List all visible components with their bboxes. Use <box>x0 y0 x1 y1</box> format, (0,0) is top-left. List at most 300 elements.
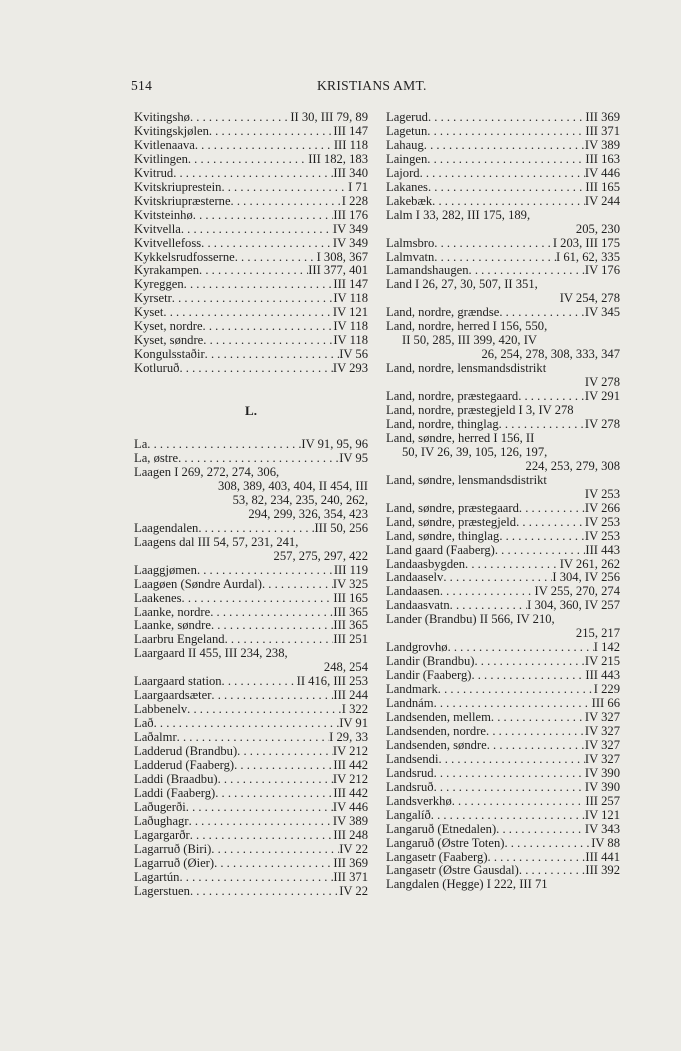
dot-leader <box>434 781 585 795</box>
entry-term: Kyset, nordre <box>134 320 203 334</box>
index-entry <box>134 195 368 209</box>
entry-term: Laingen <box>386 152 428 166</box>
index-entry <box>134 843 368 857</box>
dot-leader <box>486 725 585 739</box>
index-entry <box>386 725 620 739</box>
entry-term: Laðalmr <box>134 731 177 745</box>
index-entry <box>386 432 620 474</box>
entry-term: Land, søndre, thinglag <box>386 529 500 543</box>
dot-leader <box>211 689 333 703</box>
index-entry <box>386 209 620 237</box>
index-entry <box>134 606 368 620</box>
dot-leader <box>516 516 585 530</box>
dot-leader <box>428 181 585 195</box>
entry-continuation: 215, 217 <box>575 627 620 641</box>
entry-reference: III 182, 183 <box>308 152 368 166</box>
entry-term: Lað <box>134 717 154 731</box>
entry-reference: IV 327 <box>584 738 620 752</box>
entry-term: Kotluruð <box>134 362 180 376</box>
dot-leader <box>443 571 552 585</box>
entry-term: Landsverkhø <box>386 794 452 808</box>
dot-leader <box>163 306 333 320</box>
entry-reference: II 30, III 79, 89 <box>290 111 368 124</box>
dot-leader <box>434 251 556 265</box>
entry-term: La <box>134 438 148 452</box>
entry-term: Lalmsbro <box>386 236 435 250</box>
index-entry <box>386 711 620 725</box>
page-header <box>131 78 565 98</box>
entry-reference: III 377, 401 <box>308 264 368 278</box>
entry-reference: I 142 <box>593 641 620 655</box>
index-entry <box>386 264 620 278</box>
entry-term: Laargaard station <box>134 675 222 689</box>
entry-reference: IV 327 <box>584 724 620 738</box>
entry-reference: III 165 <box>333 591 368 605</box>
entry-reference: IV 118 <box>333 334 368 348</box>
dot-leader <box>193 209 334 223</box>
entry-term: Kvitskriuprestein <box>134 180 222 194</box>
index-entry <box>134 167 368 181</box>
dot-leader <box>205 348 340 362</box>
entry-term: Laddi (Braadbu) <box>134 772 218 786</box>
entry-term: Langaruð (Etnedalen) <box>386 822 497 836</box>
entry-term: Langdalen (Hegge) I 222, III 71 <box>386 878 548 892</box>
dot-leader <box>209 125 334 139</box>
index-entry <box>386 558 620 572</box>
entry-reference: IV 390 <box>584 780 620 794</box>
entry-term: Landsenden, mellem <box>386 710 491 724</box>
entry-term: Kvitingskjølen <box>134 124 209 138</box>
dot-leader <box>519 502 585 516</box>
dot-leader <box>147 438 301 452</box>
entry-reference: III 340 <box>333 166 368 180</box>
dot-leader <box>178 452 339 466</box>
dot-leader <box>519 864 585 878</box>
entry-term: Landaasen <box>386 585 440 599</box>
dot-leader <box>448 641 594 655</box>
dot-leader <box>211 619 333 633</box>
entry-term: Lalm I 33, 282, III 175, 189, <box>386 208 531 222</box>
index-entry <box>386 502 620 516</box>
entry-term: Kvitskriupræsterne <box>134 194 231 208</box>
entry-term: Laagøen (Søndre Aurdal) <box>134 577 262 591</box>
dot-leader <box>154 717 340 731</box>
entry-term: Laagendalen <box>134 521 199 535</box>
index-entry <box>386 739 620 753</box>
index-entry <box>134 278 368 292</box>
entry-term: Lagarruð (Biri) <box>134 842 212 856</box>
entry-continuation: IV 253 <box>584 487 620 501</box>
entry-term: Land, nordre, grændse <box>386 306 500 320</box>
dot-leader <box>231 195 342 209</box>
index-entry <box>134 125 368 139</box>
index-entry <box>134 815 368 829</box>
entry-reference: III 441 <box>585 850 620 864</box>
entry-term: Kyrsetr <box>134 292 172 306</box>
dot-leader <box>465 558 560 572</box>
dot-leader <box>518 390 585 404</box>
dot-leader <box>186 801 333 815</box>
index-entry <box>386 530 620 544</box>
index-entry <box>134 237 368 251</box>
entry-term: Landaasbygden <box>386 557 466 571</box>
index-entry <box>134 564 368 578</box>
dot-leader <box>203 320 334 334</box>
entry-reference: IV 176 <box>584 264 620 278</box>
entry-reference: IV 389 <box>332 814 368 828</box>
index-entry <box>386 878 620 892</box>
section-heading: L. <box>245 403 257 419</box>
index-entry <box>134 717 368 731</box>
index-column-left <box>134 111 368 899</box>
dot-leader <box>488 851 586 865</box>
index-entry <box>386 167 620 181</box>
index-entry <box>134 264 368 278</box>
dot-leader <box>499 306 585 320</box>
entry-term: Lagargarðr <box>134 828 190 842</box>
index-list-l-continued <box>386 111 620 892</box>
index-entry <box>134 139 368 153</box>
entry-continuation: 224, 253, 279, 308 <box>525 459 620 473</box>
entry-term: Landsendi <box>386 752 439 766</box>
index-entry <box>134 703 368 717</box>
entry-reference: I 203, III 175 <box>552 236 620 250</box>
entry-term: Lagartún <box>134 870 180 884</box>
dot-leader <box>434 767 585 781</box>
dot-leader <box>440 585 535 599</box>
entry-term: Landsenden, søndre <box>386 738 487 752</box>
index-entry <box>386 306 620 320</box>
index-entry <box>386 571 620 585</box>
entry-term: Kvitvella <box>134 222 181 236</box>
index-entry <box>134 871 368 885</box>
entry-continuation: 205, 230 <box>575 222 620 236</box>
dot-leader <box>452 795 586 809</box>
entry-reference: IV 91 <box>339 717 368 731</box>
index-entry <box>386 111 620 125</box>
entry-reference: III 165 <box>585 180 620 194</box>
index-entry <box>134 452 368 466</box>
entry-term: Langalíð <box>386 808 431 822</box>
dot-leader <box>424 139 585 153</box>
index-entry <box>386 362 620 390</box>
entry-term: Landgrovhø <box>386 641 448 655</box>
entry-reference: IV 118 <box>333 292 368 306</box>
entry-term: Laarbru Engeland <box>134 633 225 647</box>
entry-reference: I 308, 367 <box>316 250 368 264</box>
dot-leader <box>190 829 334 843</box>
entry-term: Kvitlingen <box>134 152 188 166</box>
entry-continuation: 257, 275, 297, 422 <box>273 549 368 563</box>
entry-reference: III 257 <box>585 794 620 808</box>
dot-leader <box>179 871 333 885</box>
entry-reference: I 304, IV 256 <box>552 571 620 585</box>
entry-term: Kvitrud <box>134 166 174 180</box>
entry-term: Lalmvatn <box>386 250 435 264</box>
index-entry <box>386 697 620 711</box>
running-title: KRISTIANS AMT. <box>317 78 427 93</box>
index-entry <box>386 767 620 781</box>
entry-term: Landsenden, nordre <box>386 724 487 738</box>
dot-leader <box>210 606 333 620</box>
index-entry <box>134 181 368 195</box>
entry-reference: IV 349 <box>332 222 368 236</box>
entry-reference: IV 88 <box>591 836 620 850</box>
entry-reference: III 251 <box>333 633 368 647</box>
index-entry <box>386 669 620 683</box>
entry-reference: III 371 <box>333 870 368 884</box>
dot-leader <box>235 251 317 265</box>
entry-reference: III 50, 256 <box>314 521 368 535</box>
entry-term: Landnám <box>386 697 434 711</box>
entry-term: Landaasvatn <box>386 599 450 613</box>
index-entry <box>134 522 368 536</box>
entry-reference: IV 266 <box>584 501 620 515</box>
dot-leader <box>222 675 297 689</box>
dot-leader <box>491 711 585 725</box>
dot-leader <box>187 703 342 717</box>
index-entry <box>134 292 368 306</box>
index-entry <box>134 885 368 899</box>
entry-term: Kvitingshø <box>134 111 190 124</box>
dot-leader <box>197 564 334 578</box>
dot-leader <box>190 885 339 899</box>
index-entry <box>134 787 368 801</box>
index-entry <box>386 641 620 655</box>
entry-reference: III 244 <box>333 689 368 703</box>
entry-reference: II 416, III 253 <box>296 675 368 689</box>
index-list-k <box>134 111 368 376</box>
entry-reference: III 442 <box>333 786 368 800</box>
dot-leader <box>221 181 348 195</box>
entry-term: Land, søndre, præstegaard <box>386 501 519 515</box>
index-entry <box>134 759 368 773</box>
dot-leader <box>450 599 528 613</box>
entry-reference: III 248 <box>333 828 368 842</box>
entry-term: Lakebæk <box>386 194 433 208</box>
dot-leader <box>188 153 308 167</box>
entry-reference: I 71 <box>348 180 368 194</box>
index-entry <box>134 223 368 237</box>
entry-reference: III 66 <box>591 697 620 711</box>
entry-reference: IV 253 <box>584 529 620 543</box>
entry-continuation: II 50, 285, III 399, 420, IV <box>402 334 538 348</box>
entry-reference: III 147 <box>333 124 368 138</box>
entry-term: Land, søndre, præstegjeld <box>386 515 517 529</box>
entry-reference: IV 343 <box>584 822 620 836</box>
entry-term: Laargaardsæter <box>134 689 212 703</box>
index-entry <box>134 745 368 759</box>
entry-reference: I 229 <box>593 683 620 697</box>
dot-leader <box>203 334 333 348</box>
entry-term: Kyrakampen <box>134 264 200 278</box>
index-entry <box>386 181 620 195</box>
dot-leader <box>199 264 308 278</box>
entry-reference: IV 293 <box>332 362 368 376</box>
entry-reference: III 443 <box>585 669 620 683</box>
entry-reference: IV 389 <box>584 138 620 152</box>
entry-continuation: IV 278 <box>584 376 620 390</box>
entry-term: Kvitvellefoss <box>134 236 202 250</box>
entry-reference: III 369 <box>333 856 368 870</box>
entry-term: Landsrud <box>386 766 434 780</box>
entry-term: Land I 26, 27, 30, 507, II 351, <box>386 278 538 292</box>
index-entry <box>386 683 620 697</box>
entry-term: Langasetr (Faaberg) <box>386 850 488 864</box>
entry-term: Lagerstuen <box>134 884 190 898</box>
entry-term: Land, nordre, præstegaard <box>386 390 519 404</box>
entry-reference: IV 215 <box>584 655 620 669</box>
entry-reference: IV 121 <box>332 306 368 320</box>
entry-reference: III 163 <box>585 152 620 166</box>
dot-leader <box>432 195 585 209</box>
index-column-right <box>386 111 620 892</box>
index-entry <box>386 823 620 837</box>
dot-leader <box>181 223 333 237</box>
index-entry <box>386 125 620 139</box>
entry-term: Laagen I 269, 272, 274, 306, <box>134 465 280 479</box>
entry-term: Laðughagr <box>134 814 189 828</box>
entry-reference: III 443 <box>585 543 620 557</box>
dot-leader <box>237 745 333 759</box>
index-entry <box>386 390 620 404</box>
dot-leader <box>504 837 591 851</box>
index-entry <box>134 348 368 362</box>
entry-continuation: 248, 254 <box>323 661 368 675</box>
entry-reference: III 369 <box>585 111 620 124</box>
entry-reference: III 365 <box>333 605 368 619</box>
entry-continuation: 53, 82, 234, 235, 240, 262, <box>232 493 368 507</box>
dot-leader <box>262 578 333 592</box>
dot-leader <box>172 292 334 306</box>
entry-term: Land gaard (Faaberg) <box>386 543 495 557</box>
dot-leader <box>499 530 585 544</box>
index-entry <box>134 731 368 745</box>
entry-continuation: IV 254, 278 <box>559 292 620 306</box>
dot-leader <box>201 237 333 251</box>
dot-leader <box>173 167 333 181</box>
entry-term: Kongulsstaðir <box>134 348 205 362</box>
entry-term: Kyset, søndre <box>134 334 204 348</box>
index-entry <box>134 675 368 689</box>
dot-leader <box>189 815 333 829</box>
index-entry <box>134 334 368 348</box>
entry-reference: I 304, 360, IV 257 <box>527 599 620 613</box>
index-entry <box>386 251 620 265</box>
entry-term: Lakanes <box>386 180 428 194</box>
index-entry <box>134 857 368 871</box>
entry-term: Landsruð <box>386 780 434 794</box>
entry-reference: IV 22 <box>339 842 368 856</box>
index-entry <box>386 864 620 878</box>
dot-leader <box>211 843 339 857</box>
entry-reference: IV 390 <box>584 766 620 780</box>
entry-reference: IV 278 <box>584 417 620 431</box>
index-entry <box>386 809 620 823</box>
index-entry <box>134 773 368 787</box>
dot-leader <box>234 759 333 773</box>
index-entry <box>386 418 620 432</box>
dot-leader <box>434 237 553 251</box>
index-entry <box>386 195 620 209</box>
entry-term: Land, nordre, thinglag <box>386 417 499 431</box>
dot-leader <box>195 139 334 153</box>
entry-reference: IV 325 <box>332 577 368 591</box>
dot-leader <box>434 697 592 711</box>
entry-reference: III 371 <box>585 124 620 138</box>
entry-term: Laaggjømen <box>134 563 197 577</box>
entry-term: Laðugerði <box>134 800 186 814</box>
entry-reference: III 176 <box>333 208 368 222</box>
entry-term: Labbenelv <box>134 703 188 717</box>
index-entry <box>386 278 620 306</box>
index-entry <box>134 466 368 522</box>
dot-leader <box>495 544 586 558</box>
index-entry <box>386 753 620 767</box>
entry-term: Lamandshaugen <box>386 264 469 278</box>
entry-term: Landmark <box>386 683 438 697</box>
entry-reference: IV 91, 95, 96 <box>301 438 368 452</box>
dot-leader <box>184 278 334 292</box>
entry-term: Ladderud (Brandbu) <box>134 745 238 759</box>
entry-term: Laakenes <box>134 591 182 605</box>
entry-term: Lagetun <box>386 124 428 138</box>
entry-term: Kvitsteinhø <box>134 208 193 222</box>
dot-leader <box>438 683 594 697</box>
index-entry <box>386 237 620 251</box>
entry-reference: IV 244 <box>584 194 620 208</box>
dot-leader <box>499 418 585 432</box>
entry-term: Land, søndre, herred I 156, II <box>386 431 535 445</box>
index-entry <box>134 209 368 223</box>
dot-leader <box>487 739 585 753</box>
dot-leader <box>427 125 585 139</box>
index-entry <box>386 139 620 153</box>
dot-leader <box>225 633 334 647</box>
index-entry <box>386 655 620 669</box>
index-entry <box>134 592 368 606</box>
index-entry <box>386 837 620 851</box>
dot-leader <box>427 153 585 167</box>
entry-reference: III 442 <box>333 758 368 772</box>
entry-reference: IV 253 <box>584 515 620 529</box>
entry-reference: IV 121 <box>584 808 620 822</box>
entry-reference: IV 22 <box>339 884 368 898</box>
entry-reference: III 119 <box>333 563 368 577</box>
dot-leader <box>469 264 585 278</box>
entry-term: Kvitlenaava <box>134 138 195 152</box>
entry-reference: IV 255, 270, 274 <box>534 585 620 599</box>
entry-term: Laargaard II 455, III 234, 238, <box>134 647 288 661</box>
index-entry <box>134 689 368 703</box>
entry-reference: IV 261, 262 <box>559 557 620 571</box>
index-entry <box>134 438 368 452</box>
index-entry <box>134 536 368 564</box>
entry-continuation: 308, 389, 403, 404, II 454, III <box>217 479 368 493</box>
entry-reference: IV 95 <box>339 452 368 466</box>
index-entry <box>134 111 368 125</box>
index-entry <box>134 251 368 265</box>
index-entry <box>386 320 620 362</box>
entry-reference: IV 345 <box>584 306 620 320</box>
dot-leader <box>428 111 585 125</box>
entry-reference: I 322 <box>341 703 368 717</box>
dot-leader <box>214 857 333 871</box>
dot-leader <box>218 773 333 787</box>
dot-leader <box>431 809 585 823</box>
entry-term: Landir (Brandbu) <box>386 655 475 669</box>
entry-continuation: 294, 299, 326, 354, 423 <box>248 507 368 521</box>
